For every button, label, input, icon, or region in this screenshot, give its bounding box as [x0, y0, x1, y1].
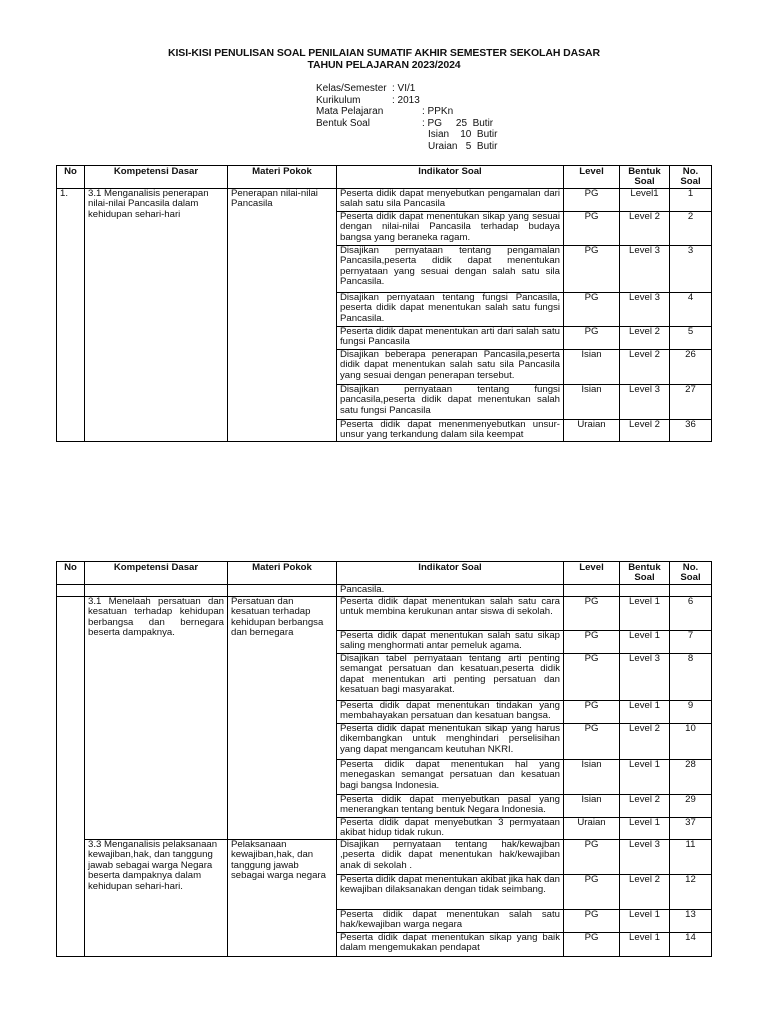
bentuk-cell: Isian — [564, 385, 620, 420]
nosoal-cell: 13 — [670, 910, 712, 933]
table-row-continued — [57, 585, 712, 597]
header-nosoal: No. Soal — [670, 562, 712, 585]
indikator-cell: Peserta didik dapat menentukan arti dari salah satu fungsi Pancasila — [337, 327, 564, 350]
level-cell: Level 3 — [620, 385, 670, 420]
nosoal-cell: 27 — [670, 385, 712, 420]
level-cell: Level 1 — [620, 818, 670, 840]
header-nosoal: No. Soal — [670, 166, 712, 189]
bentuk-cell: Isian — [564, 350, 620, 385]
indikator-cell: Peserta didik dapat menentukan hal yang menegaskan semangat persatuan dan kesatuan bagi bangsa Indonesia. — [337, 760, 564, 795]
row-number — [57, 597, 85, 957]
nosoal-cell: 26 — [670, 350, 712, 385]
indikator-cell: Peserta didik dapat menentukan sikap yang sesuai dengan nilai-nilai Pancasila terhadap budaya bangsa yang beraneka ragam. — [337, 212, 564, 246]
nosoal-cell: 7 — [670, 631, 712, 654]
indikator-cell: Pancasila. — [337, 585, 564, 597]
header-bentuk: Bentuk Soal — [620, 166, 670, 189]
meta-bentuk-label: Bentuk Soal — [316, 117, 370, 129]
header-no: No — [57, 562, 85, 585]
header-kd: Kompetensi Dasar — [85, 166, 228, 189]
nosoal-cell: 12 — [670, 875, 712, 910]
nosoal-cell: 2 — [670, 212, 712, 246]
indikator-cell — [337, 420, 564, 442]
bentuk-cell: PG — [564, 597, 620, 631]
header-indikator: Indikator Soal — [337, 562, 564, 585]
level-cell: Level 3 — [620, 246, 670, 293]
meta-kurikulum-label: Kurikulum — [316, 94, 361, 106]
bentuk-cell: PG — [564, 701, 620, 724]
level-cell: Level 3 — [620, 840, 670, 875]
kompetensi-dasar-cell — [85, 585, 228, 597]
header-kd: Kompetensi Dasar — [85, 562, 228, 585]
table-row — [57, 840, 712, 875]
meta-bentuk-uraian: Uraian 5 Butir — [428, 140, 498, 152]
materi-pokok-cell: Pelaksanaan kewajiban,hak, dan tanggung jawab sebagai warga negara — [228, 840, 337, 957]
indikator-cell: Peserta didik dapat menentukan salah satu hak/kewajiban warga negara — [337, 910, 564, 933]
nosoal-cell: 11 — [670, 840, 712, 875]
bentuk-cell: Isian — [564, 760, 620, 795]
indikator-cell: Peserta didik dapat menentukan sikap yang harus dikembangkan untuk menghindari perselisihan yang dapat mengancam keutuhan NKRI. — [337, 724, 564, 760]
indikator-text: Peserta didik dapat menenmenyebutkan unsur-unsur yang terkandung dalam sila keempat — [340, 420, 560, 440]
header-no: No — [57, 166, 85, 189]
row-number: 1. — [57, 189, 85, 442]
kisi-kisi-table-page2 — [56, 561, 712, 957]
table-header-row — [57, 166, 712, 189]
bentuk-cell: Uraian — [564, 818, 620, 840]
nosoal-cell: 1 — [670, 189, 712, 212]
level-cell: Level 1 — [620, 760, 670, 795]
bentuk-cell: PG — [564, 189, 620, 212]
header-level: Level — [564, 166, 620, 189]
level-cell: Level 2 — [620, 795, 670, 818]
level-cell: Level1 — [620, 189, 670, 212]
level-cell: Level 2 — [620, 875, 670, 910]
nosoal-cell: 3 — [670, 246, 712, 293]
indikator-cell: Disajikan pernyataan tentang fungsi Pancasila, peserta didik dapat menentukan salah satu fungsi Pancasila. — [337, 293, 564, 327]
level-cell: Level 2 — [620, 327, 670, 350]
indikator-cell: Peserta didik dapat menentukan tindakan yang membahayakan persatuan dan kesatuan bangsa. — [337, 701, 564, 724]
nosoal-cell: 29 — [670, 795, 712, 818]
bentuk-cell: PG — [564, 293, 620, 327]
level-cell: Level 3 — [620, 654, 670, 701]
level-cell: Level 2 — [620, 350, 670, 385]
bentuk-cell: PG — [564, 212, 620, 246]
level-cell: Level 1 — [620, 701, 670, 724]
level-cell: Level 2 — [620, 724, 670, 760]
meta-bentuk-isian: Isian 10 Butir — [428, 129, 498, 141]
kisi-kisi-table-page1 — [56, 165, 712, 442]
indikator-cell: Peserta didik dapat menyebutkan 3 permyataan akibat hidup tidak rukun. — [337, 818, 564, 840]
level-cell: Level 1 — [620, 631, 670, 654]
row-number — [57, 585, 85, 597]
meta-kelas-value: : VI/1 — [392, 83, 416, 94]
nosoal-cell: 14 — [670, 933, 712, 957]
indikator-cell: Peserta didik dapat menyebutkan pasal yang menerangkan tentang bentuk Negara Indonesia. — [337, 795, 564, 818]
level-cell: Level 1 — [620, 933, 670, 957]
bentuk-cell: PG — [564, 724, 620, 760]
nosoal-cell — [670, 585, 712, 597]
meta-bentuk-pg: : PG 25 Butir — [422, 117, 494, 129]
nosoal-cell: 6 — [670, 597, 712, 631]
bentuk-cell — [564, 585, 620, 597]
level-cell: Level 1 — [620, 910, 670, 933]
kompetensi-dasar-cell: 3.1 Menelaah persatuan dan kesatuan terhadap kehidupan berbangsa dan bernegara beserta dampaknya. — [85, 597, 228, 840]
level-cell: Level 2 — [620, 420, 670, 442]
nosoal-cell: 10 — [670, 724, 712, 760]
meta-mapel-value: : PPKn — [422, 106, 454, 118]
meta-kurikulum-value: : 2013 — [392, 94, 420, 106]
header-bentuk: Bentuk Soal — [620, 562, 670, 585]
indikator-cell: Peserta didik dapat menyebutkan pengamalan dari salah satu sila Pancasila — [337, 189, 564, 212]
nosoal-cell: 28 — [670, 760, 712, 795]
bentuk-cell: PG — [564, 910, 620, 933]
bentuk-cell: PG — [564, 246, 620, 293]
bentuk-cell: PG — [564, 327, 620, 350]
indikator-cell: Peserta didik dapat menentukan sikap yang baik dalam mengemukakan pendapat — [337, 933, 564, 957]
level-cell: Level 2 — [620, 212, 670, 246]
indikator-cell: Disajikan tabel pernyataan tentang arti penting semangat persatuan dan kesatuan,peserta didik dapat menentukan arti penting persatuan dan kesatuan bagi masyarakat. — [337, 654, 564, 701]
nosoal-cell: 36 — [670, 420, 712, 442]
indikator-cell: Peserta didik dapat menentukan salah satu cara untuk membina kerukunan antar siswa di sekolah. — [337, 597, 564, 631]
kompetensi-dasar-cell: 3.1 Menganalisis penerapan nilai-nilai Pancasila dalam kehidupan sehari-hari — [85, 189, 228, 442]
meta-mapel-label: Mata Pelajaran — [316, 106, 384, 118]
table-row — [57, 597, 712, 631]
bentuk-cell: PG — [564, 840, 620, 875]
nosoal-cell: 8 — [670, 654, 712, 701]
indikator-cell: Disajikan pernyataan tentang fungsi pancasila,peserta didik dapat menentukan salah satu fungsi Pancasila — [337, 385, 564, 420]
table-header-row — [57, 562, 712, 585]
nosoal-cell: 37 — [670, 818, 712, 840]
materi-pokok-cell: Persatuan dan kesatuan terhadap kehidupan berbangsa dan bernegara — [228, 597, 337, 840]
bentuk-cell: PG — [564, 654, 620, 701]
indikator-cell: Disajikan pernyataan tentang hak/kewajban ,peserta didik dapat menentukan hak/kewajiban anak di sekolah . — [337, 840, 564, 875]
meta-kelas-label: Kelas/Semester — [316, 83, 387, 94]
document-title: KISI-KISI PENULISAN SOAL PENILAIAN SUMATIF AKHIR SEMESTER SEKOLAH DASAR — [168, 47, 600, 59]
nosoal-cell: 4 — [670, 293, 712, 327]
indikator-cell: Peserta didik dapat menentukan akibat jika hak dan kewajiban dilaksanakan dengan tidak seimbang. — [337, 875, 564, 910]
indikator-cell: Disajikan beberapa penerapan Pancasila,peserta didik dapat menentukan salah satu sila Pancasila yang sesuai dengan penerapan tersebut. — [337, 350, 564, 385]
kompetensi-dasar-cell: 3.3 Menganalisis pelaksanaan kewajiban,hak, dan tanggung jawab sebagai warga Negara beserta dampaknya dalam kehidupan sehari-hari. — [85, 840, 228, 957]
materi-pokok-cell: Penerapan nilai-nilai Pancasila — [228, 189, 337, 442]
level-cell: Level 3 — [620, 293, 670, 327]
indikator-cell: Disajikan pernyataan tentang pengamalan Pancasila,peserta didik dapat menentukan pernyataan yang sesuai dengan salah satu sila Pancasila. — [337, 246, 564, 293]
materi-pokok-cell — [228, 585, 337, 597]
bentuk-cell: Uraian — [564, 420, 620, 442]
nosoal-cell: 9 — [670, 701, 712, 724]
document-subtitle: TAHUN PELAJARAN 2023/2024 — [307, 59, 461, 71]
header-indikator: Indikator Soal — [337, 166, 564, 189]
bentuk-cell: Isian — [564, 795, 620, 818]
table-row — [57, 189, 712, 212]
bentuk-cell: PG — [564, 631, 620, 654]
header-materi: Materi Pokok — [228, 562, 337, 585]
level-cell — [620, 585, 670, 597]
level-cell: Level 1 — [620, 597, 670, 631]
header-materi: Materi Pokok — [228, 166, 337, 189]
header-level: Level — [564, 562, 620, 585]
indikator-cell: Peserta didik dapat menentukan salah satu sikap saling menghormati antar pemeluk agama. — [337, 631, 564, 654]
nosoal-cell: 5 — [670, 327, 712, 350]
bentuk-cell: PG — [564, 933, 620, 957]
bentuk-cell: PG — [564, 875, 620, 910]
